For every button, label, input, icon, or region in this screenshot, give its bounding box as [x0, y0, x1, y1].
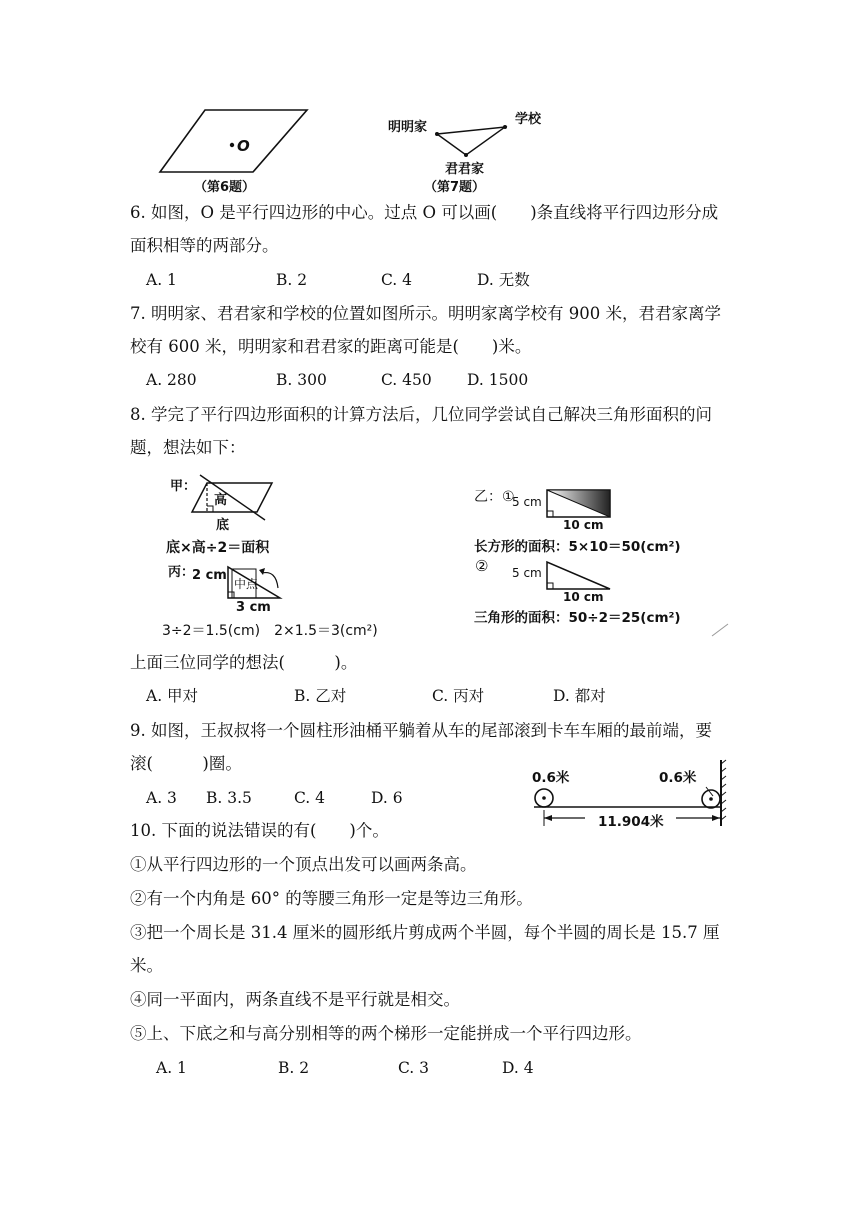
yi-rectangle-formula: 长方形的面积：5×10＝50(cm²): [474, 539, 681, 555]
question-9-line-1: 9. 如图，王叔叔将一个圆柱形油桶平躺着从车的尾部滚到卡车车厢的最前端，要: [130, 721, 712, 740]
q9-option-c[interactable]: C. 4: [294, 789, 326, 807]
q8-option-d[interactable]: D. 都对: [553, 687, 606, 705]
yi-label: 乙：①: [474, 489, 515, 505]
center-point-label: O: [237, 137, 250, 155]
statement-3: ③把一个周长是 31.4 厘米的圆形纸片剪成两个半圆，每个半圆的周长是 15.7 厘: [130, 923, 720, 942]
jia-base-label: 底: [216, 518, 230, 533]
question-8-line-2: 题，想法如下：: [130, 438, 246, 457]
statement-4: ④同一平面内，两条直线不是平行就是相交。: [130, 990, 460, 1009]
q10-option-d[interactable]: D. 4: [502, 1059, 534, 1077]
q9-option-d[interactable]: D. 6: [371, 789, 403, 807]
statement-2: ②有一个内角是 60° 的等腰三角形一定是等边三角形。: [130, 889, 533, 908]
q10-option-b[interactable]: B. 2: [278, 1059, 310, 1077]
question-6-line-2: 面积相等的两部分。: [130, 236, 279, 255]
q8-option-a[interactable]: A. 甲对: [146, 687, 199, 705]
yi-height-1: 5 cm: [512, 495, 542, 509]
statement-1: ①从平行四边形的一个顶点出发可以画两条高。: [130, 855, 477, 874]
q10-option-a[interactable]: A. 1: [156, 1059, 187, 1077]
label-junjun-home: 君君家: [445, 162, 485, 177]
q10-option-c[interactable]: C. 3: [398, 1059, 430, 1077]
bing-height-label: 2 cm: [192, 568, 227, 583]
bing-label: 丙：: [168, 565, 195, 580]
question-8-line-3: 上面三位同学的想法( )。: [130, 653, 358, 672]
q7-option-b[interactable]: B. 300: [276, 371, 327, 389]
jia-formula: 底×高÷2＝面积: [166, 540, 270, 556]
q6-option-d[interactable]: D. 无数: [477, 271, 530, 289]
bing-formula: 3÷2＝1.5(cm) 2×1.5＝3(cm²): [162, 623, 378, 639]
q6-option-b[interactable]: B. 2: [276, 271, 308, 289]
question-10-line-1: 10. 下面的说法错误的有( )个。: [130, 821, 389, 840]
q7-option-c[interactable]: C. 450: [381, 371, 432, 389]
distance-label: 11.904米: [598, 814, 664, 830]
q8-option-c[interactable]: C. 丙对: [432, 687, 485, 705]
figure-7-caption: （第7题）: [424, 180, 486, 195]
q9-option-a[interactable]: A. 3: [146, 789, 177, 807]
statement-5: ⑤上、下底之和与高分别相等的两个梯形一定能拼成一个平行四边形。: [130, 1024, 642, 1043]
question-7-line-1: 7. 明明家、君君家和学校的位置如图所示。明明家离学校有 900 米，君君家离学: [130, 304, 721, 323]
q7-option-d[interactable]: D. 1500: [467, 371, 529, 389]
label-school: 学校: [515, 112, 542, 127]
yi-base-1: 10 cm: [563, 518, 604, 532]
yi-base-2: 10 cm: [563, 590, 604, 604]
q8-option-b[interactable]: B. 乙对: [294, 687, 347, 705]
question-6-line-1: 6. 如图，O 是平行四边形的中心。过点 O 可以画( )条直线将平行四边形分成: [130, 203, 719, 222]
right-drum-radius-label: 0.6米: [659, 770, 697, 786]
question-8-line-1: 8. 学完了平行四边形面积的计算方法后，几位同学尝试自己解决三角形面积的问: [130, 405, 712, 424]
q7-option-a[interactable]: A. 280: [146, 371, 197, 389]
q6-option-c[interactable]: C. 4: [381, 271, 413, 289]
label-minming-home: 明明家: [388, 120, 428, 135]
yi-triangle-formula: 三角形的面积：50÷2＝25(cm²): [474, 610, 681, 626]
bing-base-label: 3 cm: [236, 600, 271, 615]
figure-6-caption: （第6题）: [194, 180, 256, 195]
jia-height-label: 高: [214, 493, 228, 508]
bing-midpoint-label: 中点: [234, 577, 259, 591]
yi-label-2: ②: [475, 557, 489, 575]
yi-height-2: 5 cm: [512, 566, 542, 580]
jia-label: 甲：: [170, 479, 197, 494]
q9-option-b[interactable]: B. 3.5: [206, 789, 252, 807]
question-7-line-2: 校有 600 米，明明家和君君家的距离可能是( )米。: [130, 337, 532, 356]
statement-3-continued: 米。: [130, 956, 163, 975]
left-drum-radius-label: 0.6米: [532, 770, 570, 786]
question-9-line-2: 滚( )圈。: [130, 754, 242, 773]
q6-option-a[interactable]: A. 1: [146, 271, 177, 289]
